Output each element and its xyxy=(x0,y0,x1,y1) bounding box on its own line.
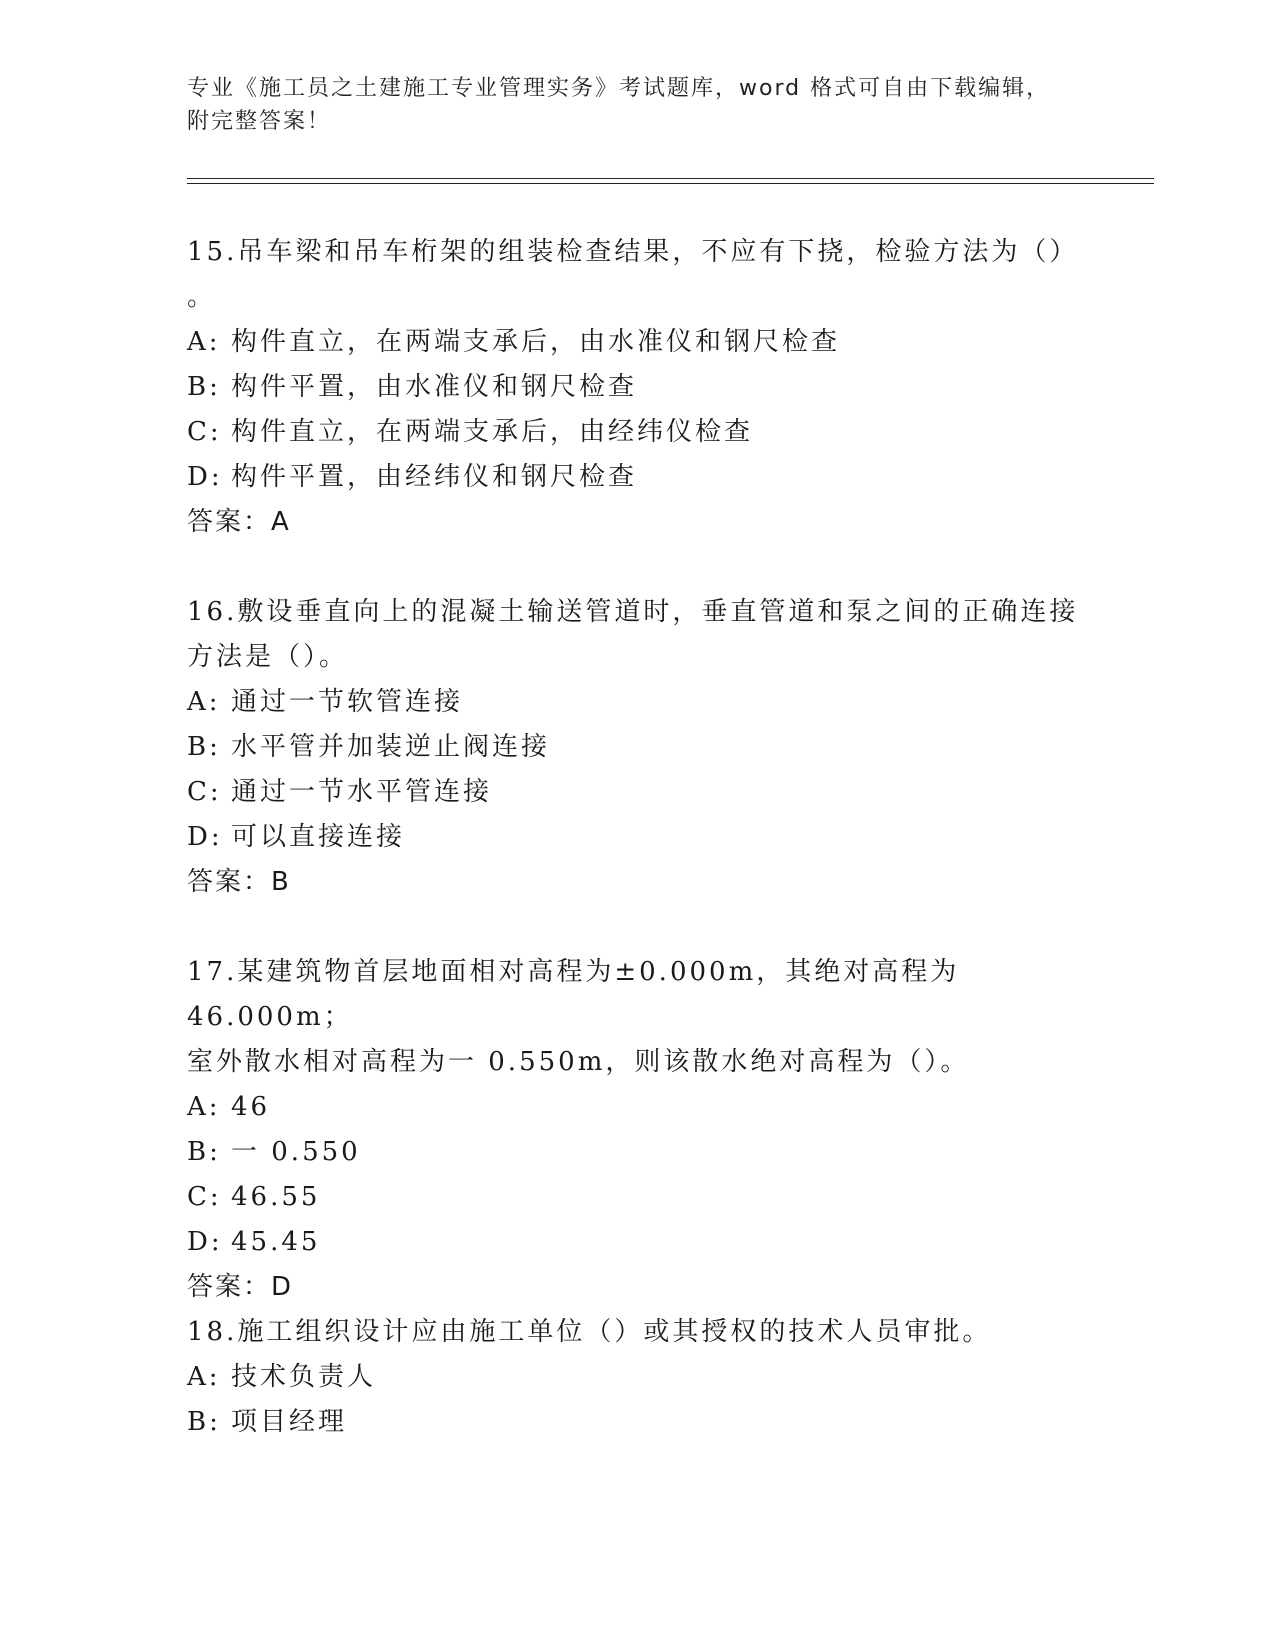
question-text-line: 方法是（）。 xyxy=(187,642,349,672)
option-c xyxy=(187,410,1087,455)
option-letter: C: xyxy=(187,777,222,807)
option-d xyxy=(187,815,1087,860)
option-letter: C: xyxy=(187,417,222,447)
option-a xyxy=(187,320,1087,365)
option-letter: A: xyxy=(187,687,221,717)
header-divider-bottom xyxy=(187,183,1154,184)
option-b xyxy=(187,1130,1087,1175)
header-divider-top xyxy=(187,178,1154,179)
question-text-line: 16.敷设垂直向上的混凝土输送管道时，垂直管道和泵之间的正确连接 xyxy=(187,597,1079,627)
question-18 xyxy=(187,1310,1087,1445)
option-text: 可以直接连接 xyxy=(231,822,406,852)
option-letter: D: xyxy=(187,462,223,492)
option-letter: B: xyxy=(187,372,221,402)
option-letter: A: xyxy=(187,327,221,357)
option-a xyxy=(187,680,1087,725)
option-text: 构件直立，在两端支承后，由水准仪和钢尺检查 xyxy=(231,327,841,357)
option-b xyxy=(187,725,1087,770)
option-c xyxy=(187,770,1087,815)
option-text: 构件平置，由经纬仪和钢尺检查 xyxy=(231,462,638,492)
intro-line-1: 专业《施工员之土建施工专业管理实务》考试题库，word 格式可自由下载编辑， xyxy=(187,76,1051,101)
question-text-line: 18.施工组织设计应由施工单位（）或其授权的技术人员审批。 xyxy=(187,1317,992,1347)
answer-label: 答案：B xyxy=(187,867,291,897)
option-letter: B: xyxy=(187,1407,221,1437)
option-text: 构件直立，在两端支承后，由经纬仪检查 xyxy=(231,417,754,447)
option-b xyxy=(187,1400,1087,1445)
question-text-line: 17.某建筑物首层地面相对高程为±0.000m，其绝对高程为 46.000m； xyxy=(187,957,960,1032)
option-text: 构件平置，由水准仪和钢尺检查 xyxy=(231,372,638,402)
option-text: 一 0.550 xyxy=(231,1137,361,1167)
option-letter: B: xyxy=(187,1137,221,1167)
answer-label: 答案：A xyxy=(187,507,291,537)
question-text-line: 室外散水相对高程为一 0.550m，则该散水绝对高程为（）。 xyxy=(187,1047,970,1077)
option-text: 通过一节水平管连接 xyxy=(231,777,493,807)
answer-label: 答案：D xyxy=(187,1272,294,1302)
option-text: 项目经理 xyxy=(231,1407,348,1437)
option-a xyxy=(187,1355,1087,1400)
option-text: 技术负责人 xyxy=(231,1362,377,1392)
option-text: 46 xyxy=(231,1092,271,1122)
option-text: 通过一节软管连接 xyxy=(231,687,464,717)
option-d xyxy=(187,455,1087,500)
option-c xyxy=(187,1175,1087,1220)
question-16 xyxy=(187,590,1087,905)
document-intro xyxy=(187,72,1087,138)
question-15 xyxy=(187,230,1087,545)
option-letter: C: xyxy=(187,1182,222,1212)
option-text: 45.45 xyxy=(231,1227,321,1257)
option-letter: A: xyxy=(187,1362,221,1392)
option-letter: D: xyxy=(187,1227,223,1257)
option-d xyxy=(187,1220,1087,1265)
question-text-line: 。 xyxy=(187,282,217,312)
option-text: 46.55 xyxy=(231,1182,321,1212)
question-17 xyxy=(187,950,1087,1310)
option-a xyxy=(187,1085,1087,1130)
option-b xyxy=(187,365,1087,410)
question-text-line: 15.吊车梁和吊车桁架的组装检查结果，不应有下挠，检验方法为（） xyxy=(187,237,1079,267)
option-letter: A: xyxy=(187,1092,221,1122)
intro-line-2: 附完整答案！ xyxy=(187,109,332,134)
option-text: 水平管并加装逆止阀连接 xyxy=(231,732,551,762)
option-letter: D: xyxy=(187,822,223,852)
option-letter: B: xyxy=(187,732,221,762)
